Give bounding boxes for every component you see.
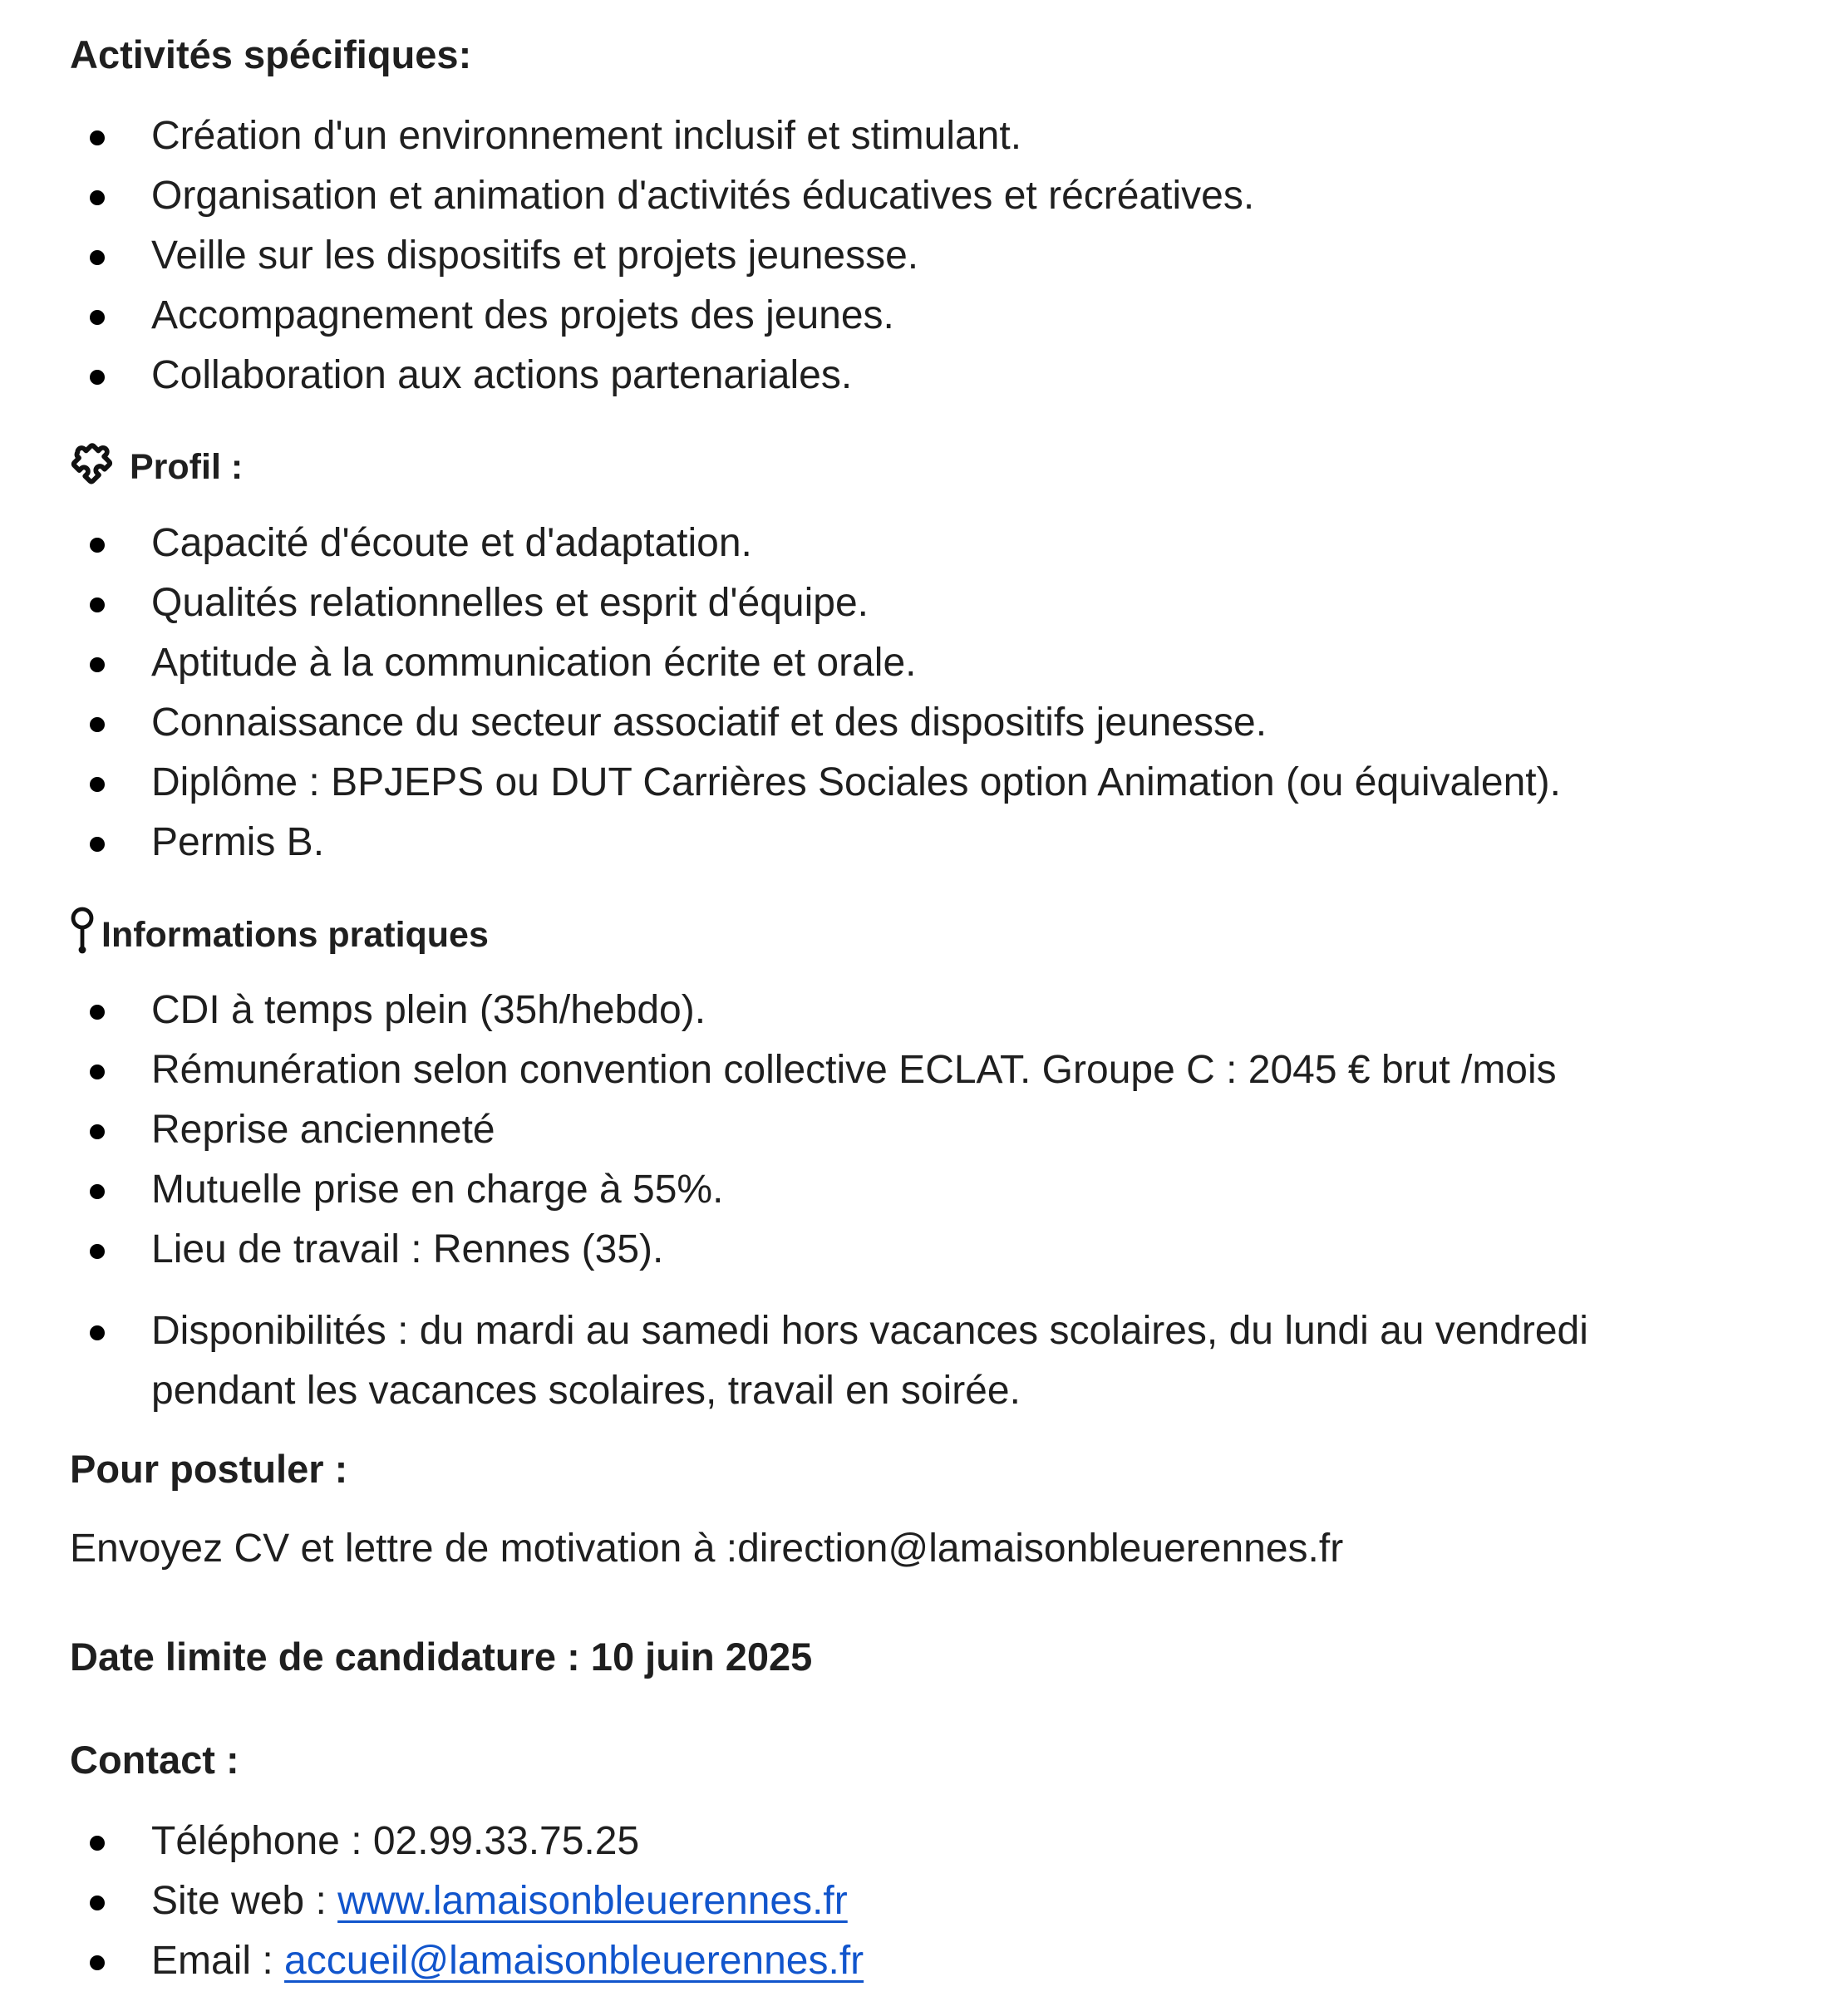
bullet-icon bbox=[90, 1124, 105, 1139]
list-item: Accompagnement des projets des jeunes. bbox=[0, 286, 1254, 346]
list-item: Création d'un environnement inclusif et stimulant. bbox=[0, 106, 1254, 166]
bullet-icon bbox=[90, 1005, 105, 1020]
list-item: Reprise ancienneté bbox=[0, 1100, 1557, 1160]
bullet-icon bbox=[90, 250, 105, 265]
bullet-icon bbox=[90, 837, 105, 852]
postuler-text: Envoyez CV et lettre de motivation à :direction@lamaisonbleuerennes.fr bbox=[70, 1527, 1344, 1571]
bullet-icon bbox=[90, 1065, 105, 1079]
website-link[interactable]: www.lamaisonbleuerennes.fr bbox=[337, 1879, 848, 1923]
bullet-icon bbox=[90, 1955, 105, 1970]
list-item: CDI à temps plein (35h/hebdo). bbox=[0, 981, 1557, 1040]
puzzle-icon bbox=[70, 439, 118, 496]
bullet-icon bbox=[90, 190, 105, 205]
list-item: Capacité d'écoute et d'adaptation. bbox=[0, 514, 1561, 573]
list-item: Disponibilités : du mardi au samedi hors vacances scolaires, du lundi au vendredi bbox=[0, 1301, 1588, 1361]
bullet-icon bbox=[90, 310, 105, 325]
list-item-phone: Téléphone : 02.99.33.75.25 bbox=[0, 1812, 864, 1871]
list-item-website: Site web : www.lamaisonbleuerennes.fr bbox=[0, 1871, 864, 1931]
list-item: Lieu de travail : Rennes (35). bbox=[0, 1220, 1557, 1280]
activites-list bbox=[0, 106, 1254, 406]
list-item: Veille sur les dispositifs et projets jeunesse. bbox=[0, 226, 1254, 286]
bullet-icon bbox=[90, 657, 105, 672]
bullet-icon bbox=[90, 1184, 105, 1199]
section-title-contact: Contact : bbox=[70, 1738, 239, 1782]
bullet-icon bbox=[90, 1325, 105, 1340]
list-item: Rémunération selon convention collective ECLAT. Groupe C : 2045 € brut /mois bbox=[0, 1040, 1557, 1100]
dispo-list bbox=[0, 1301, 1588, 1421]
list-item: Mutuelle prise en charge à 55%. bbox=[0, 1160, 1557, 1220]
section-title-activites: Activités spécifiques: bbox=[70, 32, 472, 76]
profil-list bbox=[0, 514, 1561, 873]
section-title-postuler: Pour postuler : bbox=[70, 1447, 348, 1491]
bullet-icon bbox=[90, 130, 105, 145]
bullet-icon bbox=[90, 538, 105, 553]
list-item: Permis B. bbox=[0, 813, 1561, 873]
list-item-email: Email : accueil@lamaisonbleuerennes.fr bbox=[0, 1931, 864, 1991]
bullet-icon bbox=[90, 1244, 105, 1259]
bullet-icon bbox=[90, 777, 105, 792]
bullet-icon bbox=[90, 717, 105, 732]
bullet-icon bbox=[90, 597, 105, 612]
list-item: Collaboration aux actions partenariales. bbox=[0, 346, 1254, 406]
bullet-icon bbox=[90, 1896, 105, 1910]
list-item: Qualités relationnelles et esprit d'équipe. bbox=[0, 573, 1561, 633]
section-title-infos: Informations pratiques bbox=[70, 906, 489, 965]
list-item: Organisation et animation d'activités éducatives et récréatives. bbox=[0, 166, 1254, 226]
section-title-profil: Profil : bbox=[70, 439, 243, 496]
infos-list bbox=[0, 981, 1557, 1280]
bullet-icon bbox=[90, 370, 105, 385]
list-item-continuation: pendant les vacances scolaires, travail en soirée. bbox=[151, 1369, 1021, 1413]
deadline-text: Date limite de candidature : 10 juin 2025 bbox=[70, 1635, 813, 1679]
list-item: Diplôme : BPJEPS ou DUT Carrières Sociales option Animation (ou équivalent). bbox=[0, 753, 1561, 813]
bullet-icon bbox=[90, 1836, 105, 1851]
contact-list bbox=[0, 1812, 864, 1991]
list-item: Aptitude à la communication écrite et orale. bbox=[0, 633, 1561, 693]
email-link[interactable]: accueil@lamaisonbleuerennes.fr bbox=[284, 1939, 864, 1983]
key-icon bbox=[70, 906, 95, 965]
list-item: Connaissance du secteur associatif et des dispositifs jeunesse. bbox=[0, 693, 1561, 753]
